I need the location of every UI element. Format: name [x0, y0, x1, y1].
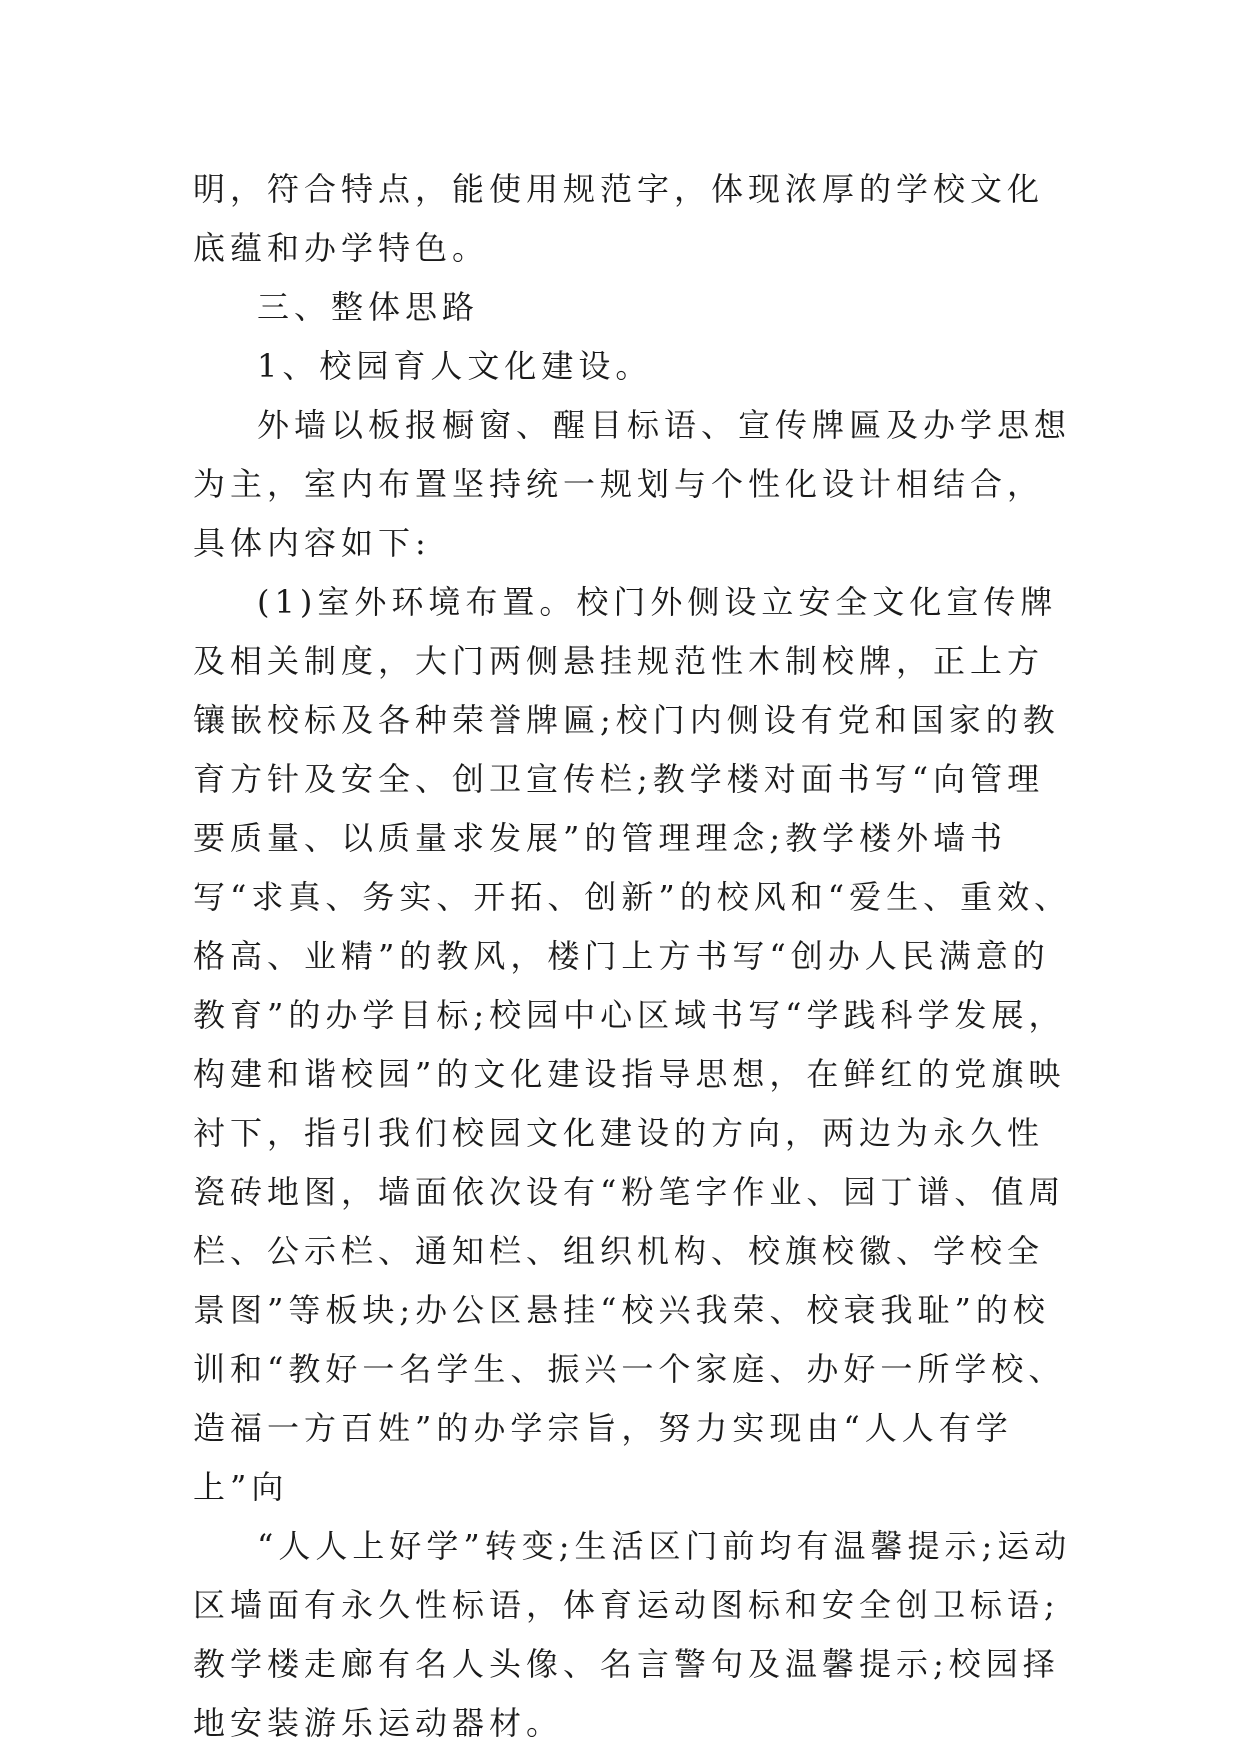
paragraph-outdoor-layout: (1)室外环境布置。校门外侧设立安全文化宣传牌及相关制度，大门两侧悬挂规范性木制校牌，正上方镶嵌校标及各种荣誉牌匾;校门内侧设有党和国家的教育方针及安全、创卫宣传栏;教学楼对面书写“向管理要质量、以质量求发展”的管理理念;教学楼外墙书写“求真、务实、开拓、创新”的校风和“爱生、重效、格高、业精”的教风，楼门上方书写“创办人民满意的教育”的办学目标;校园中心区域书写“学践科学发展，构建和谐校园”的文化建设指导思想，在鲜红的党旗映衬下，指引我们校园文化建设的方向，两边为永久性瓷砖地图，墙面依次设有“粉笔字作业、园丁谱、值周栏、公示栏、通知栏、组织机构、校旗校徽、学校全景图”等板块;办公区悬挂“校兴我荣、校衰我耻”的校训和“教好一名学生、振兴一个家庭、办好一所学校、造福一方百姓”的办学宗旨，努力实现由“人人有学上”向 [193, 583, 1072, 1506]
paragraph-continuation: 明，符合特点，能使用规范字，体现浓厚的学校文化底蕴和办学特色。 [193, 170, 1045, 267]
paragraph-outdoor-layout-continued: “人人上好学”转变;生活区门前均有温馨提示;运动区墙面有永久性标语，体育运动图标和安全创卫标语;教学楼走廊有名人头像、名言警句及温馨提示;校园择地安装游乐运动器材。 [193, 1527, 1072, 1742]
paragraph-intro: 外墙以板报橱窗、醒目标语、宣传牌匾及办学思想为主，室内布置坚持统一规划与个性化设计相结合，具体内容如下: [193, 406, 1072, 562]
section-heading-3: 三、整体思路 [257, 288, 480, 326]
body-text [193, 160, 1073, 1753]
subsection-heading-1: 1、校园育人文化建设。 [257, 347, 653, 385]
